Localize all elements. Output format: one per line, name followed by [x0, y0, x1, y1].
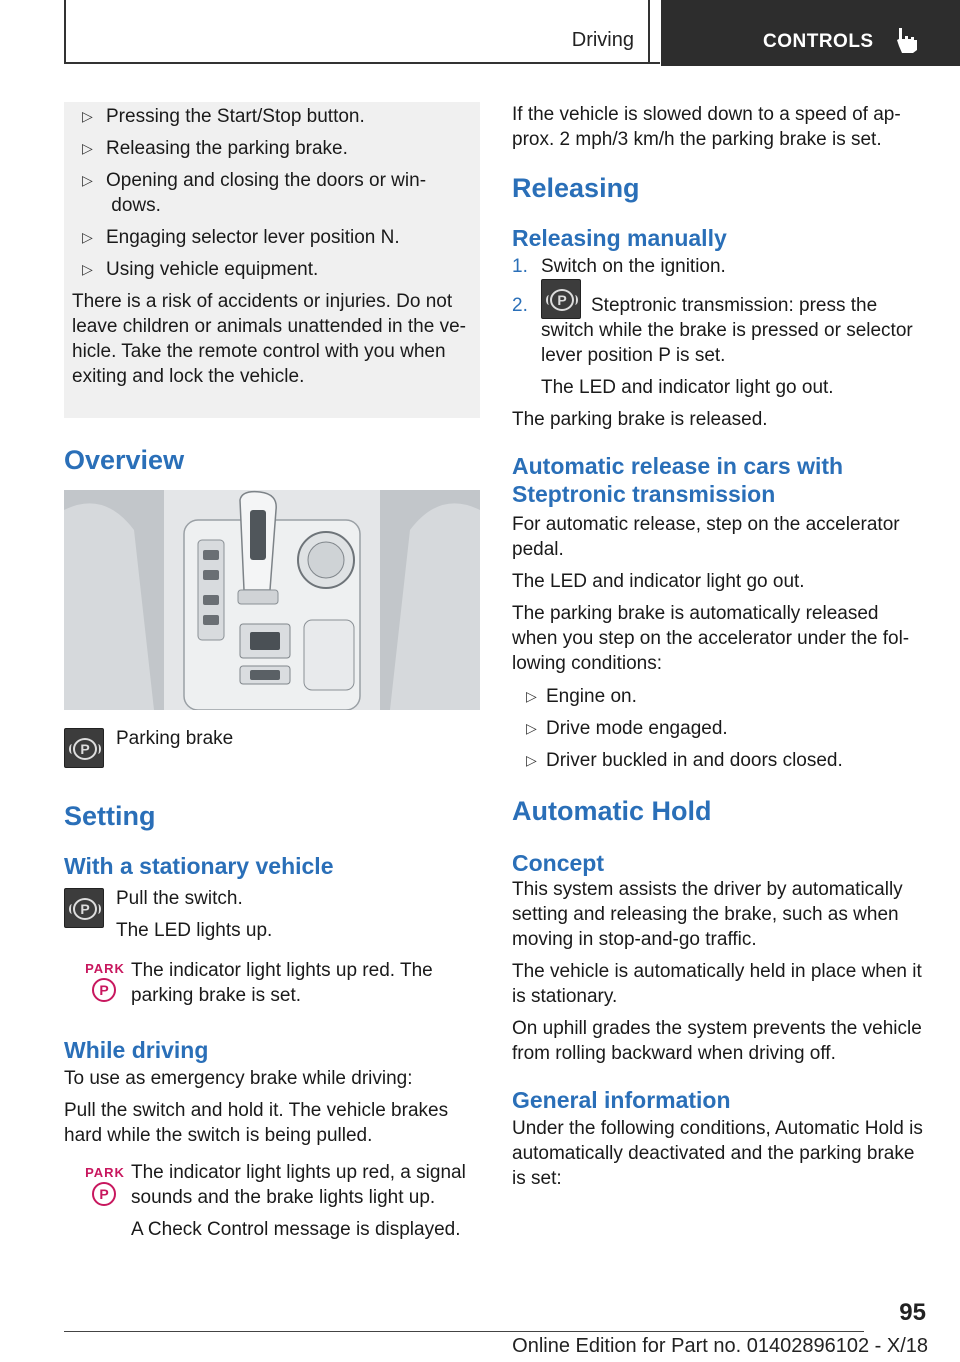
triangle-bullet-icon: ▷ — [526, 752, 537, 768]
list-item: ▷ Driver buckled in and doors closed. — [526, 750, 843, 771]
list-item: 2. P Steptronic transmission: press the switch while the brake is pressed or selector lever position P is set. The LED and indicator light go out. — [512, 293, 928, 400]
header-frame-divider — [648, 0, 650, 64]
triangle-bullet-icon: ▷ — [82, 108, 93, 124]
stationary-indicator-row — [64, 958, 480, 1018]
concept-text-2: The vehicle is automatically held in place when it is stationary. — [512, 961, 922, 1007]
driving-indicator-row — [64, 1160, 480, 1250]
header-section-title: Driving — [571, 29, 634, 51]
automatic-hold-heading: Automatic Hold — [512, 796, 712, 826]
check-control-text: A Check Control message is displayed. — [131, 1219, 461, 1240]
auto-text-1: For automatic release, step on the accelerator pedal. — [512, 514, 900, 560]
figure-caption: Parking brake — [116, 728, 234, 749]
footer-edition: Online Edition for Part no. 01402896102 - X/18 — [512, 1335, 928, 1357]
driving-instruction: Pull the switch and hold it. The vehicle brakes hard while the switch is being pulled. — [64, 1100, 449, 1146]
setting-heading: Setting — [64, 801, 156, 831]
releasing-manually-heading: Releasing manually — [512, 225, 727, 251]
header-frame-bottom — [64, 62, 660, 64]
park-indicator-icon: PARK P — [80, 1166, 130, 1210]
driving-intro: To use as emergency brake while driving: — [64, 1068, 413, 1089]
driving-heading: While driving — [64, 1037, 209, 1063]
stationary-indicator-text: The indicator light lights up red. The parking brake is set. — [131, 960, 433, 1006]
pointing-hand-icon — [893, 26, 923, 54]
intro-text: If the vehicle is slowed down to a speed of ap-prox. 2 mph/3 km/h the parking brake is set. — [512, 104, 901, 150]
triangle-bullet-icon: ▷ — [82, 261, 93, 277]
triangle-bullet-icon: ▷ — [526, 688, 537, 704]
stationary-step: Pull the switch. — [116, 888, 243, 909]
list-item: ▷ Engine on. — [526, 686, 637, 707]
concept-text-3: On uphill grades the system prevents the vehicle from rolling backward when driving off. — [512, 1018, 922, 1064]
stationary-heading: With a stationary vehicle — [64, 853, 334, 879]
parking-brake-switch-icon: P — [64, 888, 104, 928]
concept-text-1: This system assists the driver by automatically setting and releasing the brake, such as when moving in stop-and-go traffic. — [512, 879, 903, 950]
right-column — [512, 102, 928, 1198]
left-column — [64, 102, 480, 1250]
list-item: ▷ Using vehicle equipment. — [82, 259, 319, 280]
parking-brake-switch-icon: P — [541, 279, 581, 319]
list-item: ▷ Opening and closing the doors or win- dows. — [82, 170, 427, 216]
page-number: 95 — [899, 1299, 926, 1326]
triangle-bullet-icon: ▷ — [82, 172, 93, 188]
general-text: Under the following conditions, Automatic Hold is automatically deactivated and the parking brake is set: — [512, 1118, 923, 1189]
triangle-bullet-icon: ▷ — [82, 229, 93, 245]
list-item: ▷ Releasing the parking brake. — [82, 138, 348, 159]
general-information-heading: General information — [512, 1087, 731, 1113]
concept-heading: Concept — [512, 850, 604, 876]
auto-text-3: The parking brake is automatically released when you step on the accelerator under the fol-lowing conditions: — [512, 603, 910, 674]
warning-box — [64, 102, 480, 418]
list-item: 1. Switch on the ignition. — [512, 256, 726, 277]
caption-row — [64, 728, 480, 772]
console-illustration — [64, 490, 480, 710]
automatic-release-heading: Automatic release in cars with Steptronic transmission — [512, 453, 844, 507]
auto-text-2: The LED and indicator light go out. — [512, 571, 805, 592]
warning-text: There is a risk of accidents or injuries. Do not leave children or animals unattended in the ve-hicle. Take the remote control with you when exiting and lock the vehicle. — [72, 291, 466, 387]
header-chapter-label: CONTROLS — [763, 31, 874, 52]
overview-heading: Overview — [64, 445, 185, 475]
driving-indicator-text: The indicator light lights up red, a signal sounds and the brake lights light up. — [131, 1162, 466, 1208]
released-text: The parking brake is released. — [512, 409, 768, 430]
park-indicator-icon: PARK P — [80, 962, 130, 1006]
list-item: ▷ Pressing the Start/Stop button. — [82, 106, 365, 127]
step2-note: The LED and indicator light go out. — [541, 377, 834, 398]
header-frame-left — [64, 0, 66, 64]
list-item: ▷ Engaging selector lever position N. — [82, 227, 400, 248]
stationary-led: The LED lights up. — [116, 920, 273, 941]
releasing-heading: Releasing — [512, 173, 640, 203]
triangle-bullet-icon: ▷ — [82, 140, 93, 156]
list-item: ▷ Drive mode engaged. — [526, 718, 728, 739]
triangle-bullet-icon: ▷ — [526, 720, 537, 736]
parking-brake-switch-icon: P — [64, 728, 104, 768]
footer-rule — [64, 1331, 864, 1332]
stationary-instruction — [64, 886, 480, 944]
